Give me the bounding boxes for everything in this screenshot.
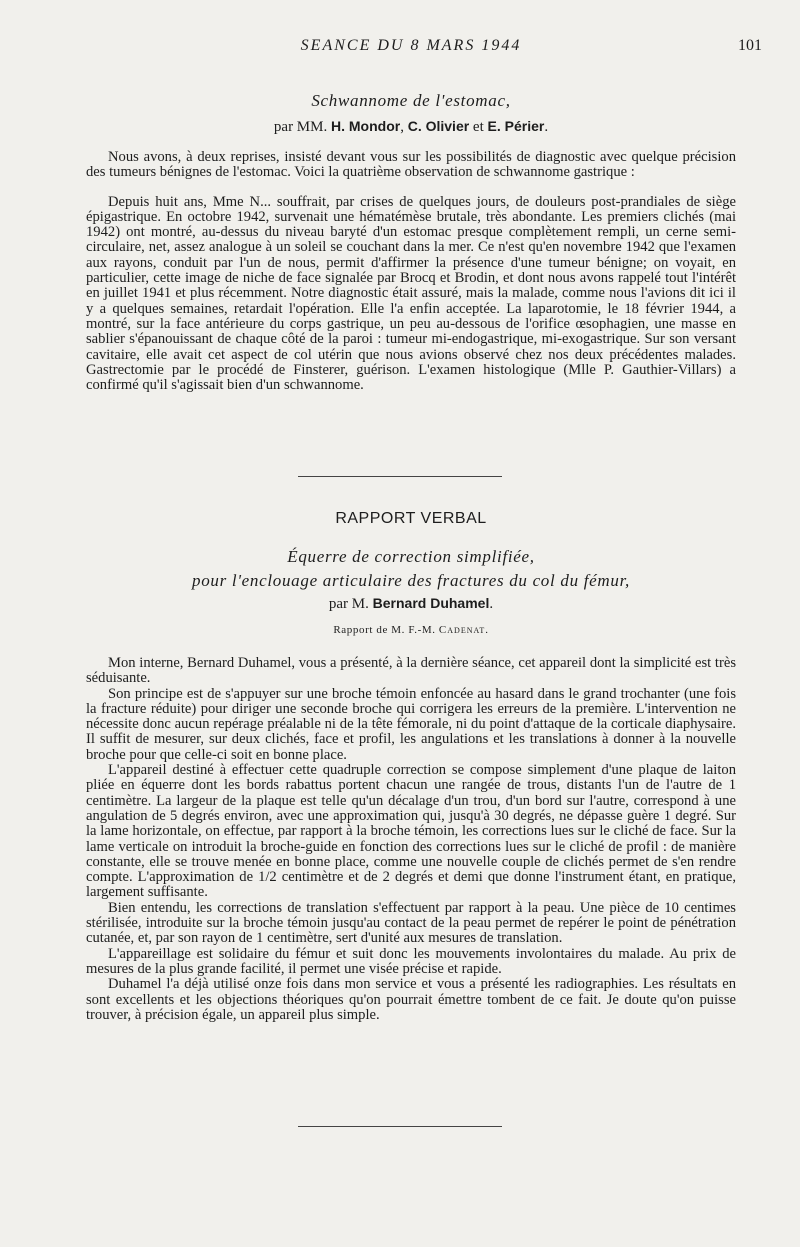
article2-title-line1: Équerre de correction simplifiée, — [287, 547, 535, 566]
section-heading: RAPPORT VERBAL — [335, 510, 487, 527]
author-name: H. Mondor — [330, 118, 401, 134]
paragraph: Mon interne, Bernard Duhamel, vous a présenté, à la dernière séance, cet appareil dont la simplicité est très séduisante. — [86, 655, 736, 687]
paragraph: Duhamel l'a déjà utilisé onze fois dans mon service et vous a présenté les radiographies. Les résultats en sont excellents et les objections théoriques qu'on pourrait émettre tombent de ce fait. Je doute qu'on puisse trouver, à précision égale, un appareil plus simple. — [86, 976, 736, 1023]
separator: . — [489, 596, 494, 612]
paragraph: L'appareillage est solidaire du fémur et suit donc les mouvements involontaires du malade. Au prix de mesures de la plus grande facilité, il permet une visée précise et rapide. — [86, 945, 736, 977]
paragraph: L'appareil destiné à effectuer cette quadruple correction se compose simplement d'une plaque de laiton pliée en équerre dont les bords rabattus portent chacun une rangée de trous, distants l'un de l'autre de 1 centimètre. La largeur de la plaque est telle qu'un décalage d'un trou, d'un bord sur l'autre, correspond à une angulation de 5 degrés environ, avec une approximation qui, jusqu'à 30 degrés, ne dépasse guère 1 degré. Sur la lame horizontale, on effectue, par rapport à la broche témoin, les corrections lues sur le cliché de face. Sur la lame verticale on introduit la broche-guide en fonction des corrections lues sur le cliché de profil : de manière constante, elle se trouve menée en bonne place, comme une nouvelle couple de clichés permet de s'en rendre compte. L'approximation de 1/2 centimètre et de 2 degrés et demi que donne l'instrument étant, en pratique, largement suffisante. — [86, 762, 736, 901]
article2-authors — [86, 593, 736, 614]
page-number: 101 — [738, 37, 762, 54]
author-name: E. Périer — [487, 118, 545, 134]
rapporteur-line — [86, 624, 736, 636]
running-title: SEANCE DU 8 MARS 1944 — [300, 37, 522, 54]
article1-body — [86, 150, 736, 393]
separator: . — [485, 624, 489, 636]
divider — [298, 476, 502, 477]
authors-prefix: par MM. — [273, 119, 328, 135]
author-name: C. Olivier — [407, 118, 470, 134]
author-name: Bernard Duhamel — [372, 595, 490, 611]
paragraph: Son principe est de s'appuyer sur une broche témoin enfoncée au hasard dans le grand trochanter (une fois la fracture réduite) pour diriger une seconde broche qui corrigera les erreurs de la première. L'intervention ne nécessite donc aucun repérage préalable ni de la tête fémorale, ni du point d'attaque de la corticale diaphysaire. Il suffit de mesurer, sur deux clichés, face et profil, les angulations et les translations à donner à la nouvelle broche pour que celle-ci soit en bonne place. — [86, 685, 736, 763]
rapport-prefix: Rapport de M. F.-M. — [333, 624, 436, 636]
paragraph: Nous avons, à deux reprises, insisté devant vous sur les possibilités de diagnostic avec quelque précision des tumeurs bénignes de l'estomac. Voici la quatrième observation de schwannome gastrique : — [86, 149, 736, 181]
paragraph: Bien entendu, les corrections de translation s'effectuent par rapport à la peau. Une pièce de 10 centimes stérilisée, introduite sur la broche témoin jusqu'au contact de la peau permet de repérer le point de pénétration cutanée, et, par son rayon de 1 centimètre, sert d'unité aux mesures de translation. — [86, 899, 736, 947]
article2-title-line2: pour l'enclouage articulaire des fractures du col du fémur, — [192, 571, 630, 590]
paragraph: Depuis huit ans, Mme N... souffrait, par crises de quelques jours, de douleurs post-prandiales de siège épigastrique. En octobre 1942, survenait une hématémèse brutale, très abondante. Les premiers clichés (mai 1942) ont montré, au-dessus du niveau baryté d'un estomac presque complètement rempli, un cerne semi-circulaire, net, assez analogue à un soleil se couchant dans la mer. Ce n'est qu'en novembre 1942 que l'examen aux rayons, conduit par l'un de nous, permit d'affirmer la présence d'une tumeur bénigne; on voyait, en particulier, cette image de niche de face signalée par Brocq et Brodin, et dont nous avons rappelé tout l'intérêt en juillet 1941 et plus récemment. Notre diagnostic était assuré, mais la malade, comme nous l'avions dit ici il y a quelques semaines, retardait l'opération. Elle l'a enfin acceptée. La laparotomie, le 18 février 1944, a montré, sur la face antérieure du corps gastrique, un peu au-dessous de l'orifice œsophagien, une masse en sablier s'épanouissant de chaque côté de la paroi : tumeur mi-endogastrique, mi-exogastrique. Sur son versant cavitaire, elle avait cet aspect de col utérin que nous avions observé chez nos deux précédentes malades. Gastrectomie par le procédé de Finsterer, guérison. L'examen histologique (Mlle P. Gauthier-Villars) a confirmé qu'il s'agissait bien d'un schwannome. — [86, 193, 736, 394]
running-header — [86, 37, 762, 59]
authors-prefix: par M. — [328, 596, 369, 612]
article1-title: Schwannome de l'estomac, — [311, 91, 511, 110]
divider — [298, 1126, 502, 1127]
rapporteur-name: Cadenat — [438, 624, 486, 636]
article1-authors — [86, 116, 736, 137]
article2-body — [86, 656, 736, 1023]
separator: , — [400, 119, 404, 135]
conjunction: et — [472, 119, 484, 135]
separator: . — [544, 119, 549, 135]
